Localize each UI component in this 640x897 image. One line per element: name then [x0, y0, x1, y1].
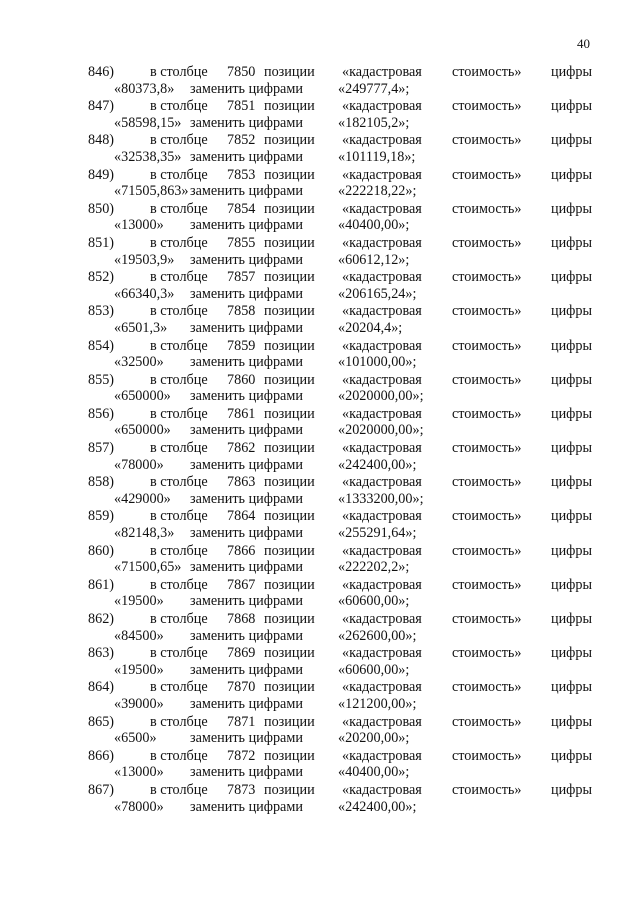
digits-text: цифры [551, 508, 593, 525]
cadastral-text: «кадастровая [342, 337, 422, 354]
column-code: 7869 [227, 645, 256, 662]
old-value: «80373,8» [114, 80, 175, 97]
cadastral-text: «кадастровая [342, 645, 422, 662]
old-value: «71505,863» [114, 183, 189, 200]
amendment-item [0, 782, 640, 816]
old-value: «71500,65» [114, 559, 182, 576]
column-code: 7863 [227, 474, 256, 491]
position-text: позиции [264, 781, 315, 798]
amendment-line-1 [0, 474, 640, 491]
value-text: стоимость» [452, 337, 522, 354]
value-text: стоимость» [452, 166, 522, 183]
value-text: стоимость» [452, 440, 522, 457]
amendment-item [0, 611, 640, 645]
column-code: 7862 [227, 440, 256, 457]
amendment-line-2 [0, 593, 640, 610]
value-text: стоимость» [452, 542, 522, 559]
replace-with-text: заменить цифрами [190, 354, 303, 371]
in-column-text: в столбце [150, 713, 208, 730]
in-column-text: в столбце [150, 269, 208, 286]
amendment-line-1 [0, 132, 640, 149]
position-text: позиции [264, 234, 315, 251]
position-text: позиции [264, 440, 315, 457]
item-number: 858) [88, 474, 115, 491]
item-number: 862) [88, 611, 115, 627]
column-code: 7868 [227, 611, 256, 627]
amendment-item [0, 748, 640, 782]
old-value: «650000» [114, 388, 171, 405]
old-value: «6500» [114, 730, 157, 747]
replace-with-text: заменить цифрами [190, 80, 303, 97]
replace-with-text: заменить цифрами [190, 695, 303, 712]
item-number: 857) [88, 440, 115, 457]
replace-with-text: заменить цифрами [190, 661, 303, 678]
position-text: позиции [264, 269, 315, 286]
value-text: стоимость» [452, 269, 522, 286]
value-text: стоимость» [452, 371, 522, 388]
amendment-line-2 [0, 422, 640, 439]
amendment-line-1 [0, 98, 640, 115]
replace-with-text: заменить цифрами [190, 388, 303, 405]
digits-text: цифры [551, 337, 593, 354]
amendment-item [0, 543, 640, 577]
in-column-text: в столбце [150, 508, 208, 525]
amendment-line-2 [0, 628, 640, 645]
new-value: «60600,00»; [338, 661, 410, 678]
amendment-item [0, 235, 640, 269]
in-column-text: в столбце [150, 132, 208, 149]
amendment-line-1 [0, 679, 640, 696]
old-value: «429000» [114, 490, 171, 507]
cadastral-text: «кадастровая [342, 234, 422, 251]
item-number: 865) [88, 713, 115, 730]
replace-with-text: заменить цифрами [190, 183, 303, 200]
new-value: «121200,00»; [338, 695, 417, 712]
amendment-line-2 [0, 388, 640, 405]
amendment-line-2 [0, 217, 640, 234]
old-value: «6501,3» [114, 319, 168, 336]
value-text: стоимость» [452, 713, 522, 730]
new-value: «60612,12»; [338, 251, 410, 268]
amendment-line-2 [0, 354, 640, 371]
in-column-text: в столбце [150, 337, 208, 354]
item-number: 850) [88, 200, 115, 217]
digits-text: цифры [551, 166, 593, 183]
column-code: 7866 [227, 542, 256, 559]
amendment-line-1 [0, 235, 640, 252]
value-text: стоимость» [452, 474, 522, 491]
new-value: «206165,24»; [338, 285, 417, 302]
position-text: позиции [264, 713, 315, 730]
old-value: «39000» [114, 695, 164, 712]
value-text: стоимость» [452, 679, 522, 696]
in-column-text: в столбце [150, 98, 208, 115]
new-value: «242400,00»; [338, 798, 417, 815]
column-code: 7860 [227, 371, 256, 388]
amendment-item [0, 508, 640, 542]
position-text: позиции [264, 132, 315, 149]
new-value: «242400,00»; [338, 456, 417, 473]
amendment-line-1 [0, 269, 640, 286]
amendment-item [0, 645, 640, 679]
position-text: позиции [264, 166, 315, 183]
in-column-text: в столбце [150, 200, 208, 217]
column-code: 7852 [227, 132, 256, 149]
value-text: стоимость» [452, 132, 522, 149]
amendment-line-1 [0, 167, 640, 184]
new-value: «20204,4»; [338, 319, 403, 336]
replace-with-text: заменить цифрами [190, 525, 303, 542]
value-text: стоимость» [452, 747, 522, 764]
amendment-item [0, 577, 640, 611]
amendment-line-2 [0, 696, 640, 713]
in-column-text: в столбце [150, 371, 208, 388]
digits-text: цифры [551, 611, 593, 627]
item-number: 863) [88, 645, 115, 662]
digits-text: цифры [551, 576, 593, 593]
amendment-line-2 [0, 286, 640, 303]
cadastral-text: «кадастровая [342, 98, 422, 115]
digits-text: цифры [551, 200, 593, 217]
amendment-item [0, 440, 640, 474]
cadastral-text: «кадастровая [342, 474, 422, 491]
replace-with-text: заменить цифрами [190, 490, 303, 507]
position-text: позиции [264, 508, 315, 525]
amendment-item [0, 167, 640, 201]
in-column-text: в столбце [150, 303, 208, 320]
old-value: «650000» [114, 422, 171, 439]
replace-with-text: заменить цифрами [190, 730, 303, 747]
column-code: 7867 [227, 576, 256, 593]
digits-text: цифры [551, 542, 593, 559]
old-value: «78000» [114, 798, 164, 815]
new-value: «60600,00»; [338, 593, 410, 610]
cadastral-text: «кадастровая [342, 747, 422, 764]
in-column-text: в столбце [150, 679, 208, 696]
column-code: 7872 [227, 747, 256, 764]
item-number: 849) [88, 166, 115, 183]
amendment-item [0, 303, 640, 337]
amendment-item [0, 338, 640, 372]
digits-text: цифры [551, 713, 593, 730]
position-text: позиции [264, 371, 315, 388]
position-text: позиции [264, 200, 315, 217]
item-number: 856) [88, 405, 115, 422]
position-text: позиции [264, 405, 315, 422]
old-value: «84500» [114, 627, 164, 644]
old-value: «19500» [114, 661, 164, 678]
item-number: 847) [88, 98, 115, 115]
new-value: «222218,22»; [338, 183, 417, 200]
position-text: позиции [264, 645, 315, 662]
digits-text: цифры [551, 440, 593, 457]
position-text: позиции [264, 474, 315, 491]
in-column-text: в столбце [150, 64, 208, 80]
amendment-line-1 [0, 406, 640, 423]
amendment-item [0, 406, 640, 440]
value-text: стоимость» [452, 611, 522, 627]
replace-with-text: заменить цифрами [190, 593, 303, 610]
column-code: 7864 [227, 508, 256, 525]
cadastral-text: «кадастровая [342, 371, 422, 388]
new-value: «2020000,00»; [338, 388, 424, 405]
digits-text: цифры [551, 64, 593, 80]
new-value: «182105,2»; [338, 114, 410, 131]
position-text: позиции [264, 747, 315, 764]
amendment-line-2 [0, 799, 640, 816]
value-text: стоимость» [452, 508, 522, 525]
amendment-item [0, 98, 640, 132]
cadastral-text: «кадастровая [342, 440, 422, 457]
digits-text: цифры [551, 645, 593, 662]
in-column-text: в столбце [150, 542, 208, 559]
amendment-item [0, 372, 640, 406]
amendment-line-2 [0, 457, 640, 474]
value-text: стоимость» [452, 645, 522, 662]
new-value: «255291,64»; [338, 525, 417, 542]
column-code: 7857 [227, 269, 256, 286]
amendment-line-1 [0, 645, 640, 662]
digits-text: цифры [551, 303, 593, 320]
value-text: стоимость» [452, 405, 522, 422]
amendment-line-1 [0, 64, 640, 81]
new-value: «101119,18»; [338, 148, 416, 165]
amendment-line-2 [0, 81, 640, 98]
item-number: 853) [88, 303, 115, 320]
item-number: 854) [88, 337, 115, 354]
column-code: 7871 [227, 713, 256, 730]
new-value: «1333200,00»; [338, 490, 424, 507]
digits-text: цифры [551, 98, 593, 115]
old-value: «13000» [114, 217, 164, 234]
in-column-text: в столбце [150, 405, 208, 422]
digits-text: цифры [551, 371, 593, 388]
in-column-text: в столбце [150, 474, 208, 491]
amendment-line-1 [0, 611, 640, 628]
amendment-line-1 [0, 577, 640, 594]
amendment-item [0, 132, 640, 166]
amendment-line-1 [0, 543, 640, 560]
replace-with-text: заменить цифрами [190, 764, 303, 781]
column-code: 7861 [227, 405, 256, 422]
amendment-line-2 [0, 491, 640, 508]
replace-with-text: заменить цифрами [190, 217, 303, 234]
amendment-line-1 [0, 338, 640, 355]
replace-with-text: заменить цифрами [190, 627, 303, 644]
digits-text: цифры [551, 679, 593, 696]
item-number: 859) [88, 508, 115, 525]
in-column-text: в столбце [150, 576, 208, 593]
new-value: «101000,00»; [338, 354, 417, 371]
cadastral-text: «кадастровая [342, 781, 422, 798]
item-number: 861) [88, 576, 115, 593]
amendment-line-1 [0, 714, 640, 731]
old-value: «58598,15» [114, 114, 182, 131]
cadastral-text: «кадастровая [342, 200, 422, 217]
cadastral-text: «кадастровая [342, 405, 422, 422]
item-number: 864) [88, 679, 115, 696]
in-column-text: в столбце [150, 645, 208, 662]
amendment-line-1 [0, 440, 640, 457]
digits-text: цифры [551, 405, 593, 422]
old-value: «66340,3» [114, 285, 175, 302]
new-value: «20200,00»; [338, 730, 410, 747]
cadastral-text: «кадастровая [342, 576, 422, 593]
amendment-line-2 [0, 115, 640, 132]
position-text: позиции [264, 303, 315, 320]
column-code: 7859 [227, 337, 256, 354]
amendment-line-2 [0, 559, 640, 576]
position-text: позиции [264, 98, 315, 115]
amendment-item [0, 714, 640, 748]
in-column-text: в столбце [150, 747, 208, 764]
cadastral-text: «кадастровая [342, 611, 422, 627]
amendment-line-2 [0, 252, 640, 269]
item-number: 866) [88, 747, 115, 764]
amendment-line-2 [0, 730, 640, 747]
amendment-item [0, 269, 640, 303]
amendment-line-2 [0, 764, 640, 781]
item-number: 860) [88, 542, 115, 559]
amendment-line-1 [0, 201, 640, 218]
new-value: «2020000,00»; [338, 422, 424, 439]
new-value: «40400,00»; [338, 217, 410, 234]
item-number: 855) [88, 371, 115, 388]
value-text: стоимость» [452, 781, 522, 798]
column-code: 7855 [227, 234, 256, 251]
position-text: позиции [264, 337, 315, 354]
new-value: «249777,4»; [338, 80, 410, 97]
old-value: «32500» [114, 354, 164, 371]
digits-text: цифры [551, 747, 593, 764]
replace-with-text: заменить цифрами [190, 148, 303, 165]
cadastral-text: «кадастровая [342, 132, 422, 149]
in-column-text: в столбце [150, 440, 208, 457]
item-number: 848) [88, 132, 115, 149]
value-text: стоимость» [452, 64, 522, 80]
replace-with-text: заменить цифрами [190, 251, 303, 268]
replace-with-text: заменить цифрами [190, 285, 303, 302]
replace-with-text: заменить цифрами [190, 319, 303, 336]
amendment-line-2 [0, 525, 640, 542]
in-column-text: в столбце [150, 166, 208, 183]
value-text: стоимость» [452, 234, 522, 251]
item-number: 851) [88, 234, 115, 251]
amendment-item [0, 474, 640, 508]
old-value: «32538,35» [114, 148, 182, 165]
column-code: 7850 [227, 64, 256, 80]
digits-text: цифры [551, 234, 593, 251]
value-text: стоимость» [452, 98, 522, 115]
replace-with-text: заменить цифрами [190, 456, 303, 473]
cadastral-text: «кадастровая [342, 508, 422, 525]
digits-text: цифры [551, 269, 593, 286]
amendment-line-2 [0, 183, 640, 200]
old-value: «78000» [114, 456, 164, 473]
amendment-list [0, 64, 640, 816]
cadastral-text: «кадастровая [342, 542, 422, 559]
column-code: 7851 [227, 98, 256, 115]
value-text: стоимость» [452, 303, 522, 320]
amendment-item [0, 201, 640, 235]
cadastral-text: «кадастровая [342, 269, 422, 286]
new-value: «262600,00»; [338, 627, 417, 644]
replace-with-text: заменить цифрами [190, 798, 303, 815]
in-column-text: в столбце [150, 611, 208, 627]
amendment-line-1 [0, 782, 640, 799]
cadastral-text: «кадастровая [342, 64, 422, 80]
new-value: «222202,2»; [338, 559, 410, 576]
item-number: 846) [88, 64, 115, 80]
amendment-item [0, 679, 640, 713]
position-text: позиции [264, 542, 315, 559]
cadastral-text: «кадастровая [342, 713, 422, 730]
column-code: 7854 [227, 200, 256, 217]
value-text: стоимость» [452, 200, 522, 217]
position-text: позиции [264, 611, 315, 627]
position-text: позиции [264, 679, 315, 696]
old-value: «82148,3» [114, 525, 175, 542]
old-value: «13000» [114, 764, 164, 781]
replace-with-text: заменить цифрами [190, 559, 303, 576]
old-value: «19503,9» [114, 251, 175, 268]
digits-text: цифры [551, 474, 593, 491]
amendment-line-2 [0, 320, 640, 337]
old-value: «19500» [114, 593, 164, 610]
position-text: позиции [264, 576, 315, 593]
column-code: 7873 [227, 781, 256, 798]
amendment-line-1 [0, 303, 640, 320]
column-code: 7858 [227, 303, 256, 320]
amendment-line-1 [0, 372, 640, 389]
in-column-text: в столбце [150, 781, 208, 798]
digits-text: цифры [551, 781, 593, 798]
cadastral-text: «кадастровая [342, 679, 422, 696]
amendment-line-1 [0, 748, 640, 765]
column-code: 7870 [227, 679, 256, 696]
column-code: 7853 [227, 166, 256, 183]
cadastral-text: «кадастровая [342, 303, 422, 320]
new-value: «40400,00»; [338, 764, 410, 781]
page-number: 40 [577, 36, 590, 51]
amendment-line-2 [0, 149, 640, 166]
digits-text: цифры [551, 132, 593, 149]
replace-with-text: заменить цифрами [190, 114, 303, 131]
item-number: 867) [88, 781, 115, 798]
replace-with-text: заменить цифрами [190, 422, 303, 439]
amendment-line-1 [0, 508, 640, 525]
cadastral-text: «кадастровая [342, 166, 422, 183]
amendment-line-2 [0, 662, 640, 679]
item-number: 852) [88, 269, 115, 286]
in-column-text: в столбце [150, 234, 208, 251]
amendment-item [0, 64, 640, 98]
position-text: позиции [264, 64, 315, 80]
value-text: стоимость» [452, 576, 522, 593]
